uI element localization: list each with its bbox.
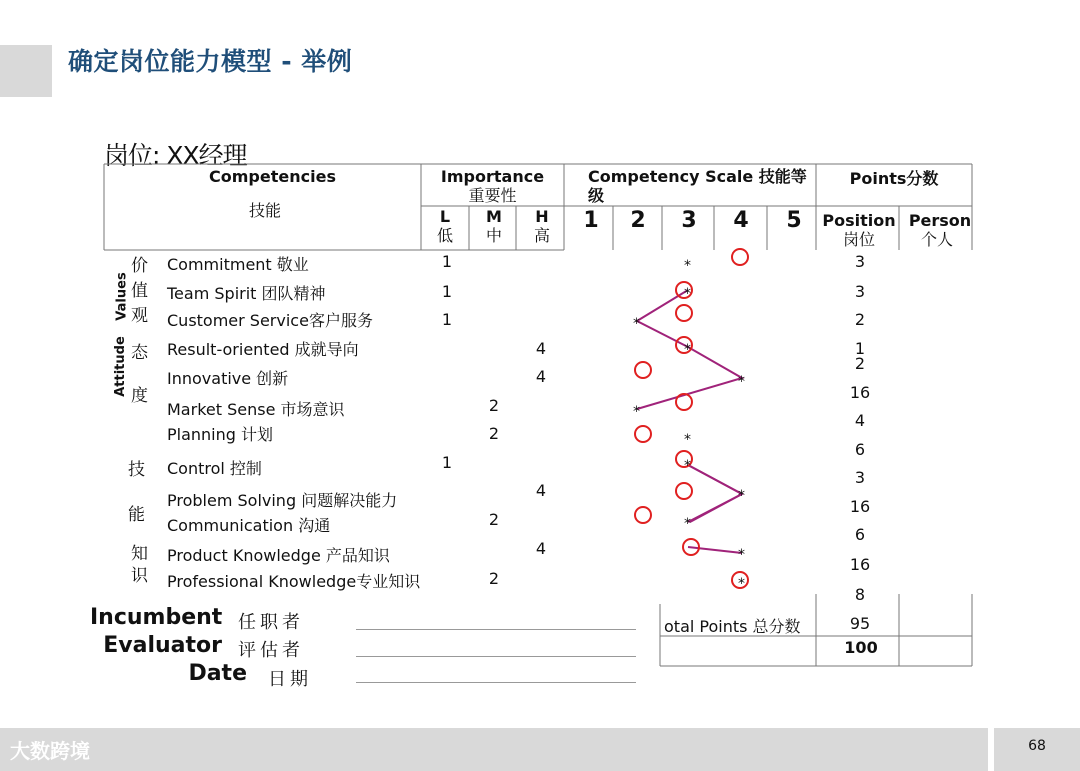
importance-value: 4: [535, 481, 547, 500]
row-name: Problem Solving 问题解决能力: [167, 491, 398, 510]
category-char: 识: [131, 566, 148, 586]
importance-header: Importance: [440, 167, 545, 186]
points-value: 3: [854, 468, 866, 487]
row-name: Planning 计划: [167, 425, 274, 444]
importance-value: 2: [488, 424, 500, 443]
importance-value: 1: [441, 282, 453, 301]
svg-text:*: *: [633, 404, 640, 420]
rating-circles: [635, 249, 748, 588]
importance-value: 1: [441, 453, 453, 472]
category-char: 态: [131, 343, 148, 363]
page-title: 确定岗位能力模型 - 举例: [68, 47, 353, 76]
position-header-cn: 岗位: [842, 230, 875, 249]
category-char: 度: [131, 386, 148, 406]
svg-text:*: *: [684, 258, 691, 274]
points-value: 3: [854, 252, 866, 271]
svg-text:*: *: [684, 342, 691, 358]
points-value: 6: [854, 440, 866, 459]
evaluator-label-cn: 评估者: [238, 640, 304, 661]
category-char: 价: [131, 256, 148, 276]
scale-header: Competency Scale 技能等: [588, 167, 807, 186]
mid-header-cn: 中: [485, 226, 502, 245]
category-char: 知: [131, 544, 148, 564]
row-name: Communication 沟通: [167, 516, 331, 535]
evaluator-label: Evaluator: [103, 633, 222, 658]
mid-header: M: [486, 207, 502, 226]
high-header: H: [535, 207, 549, 226]
importance-header-cn: 重要性: [468, 186, 517, 205]
incumbent-label-cn: 任职者: [238, 612, 304, 633]
points-value: 3: [854, 282, 866, 301]
scale-1: 1: [583, 208, 599, 233]
date-signature-line[interactable]: [356, 682, 636, 683]
evaluator-signature-line[interactable]: [356, 656, 636, 657]
importance-value: 2: [488, 396, 500, 415]
page-number: 68: [1028, 738, 1046, 754]
importance-value: 4: [535, 367, 547, 386]
points-value: 2: [854, 354, 866, 373]
svg-text:*: *: [738, 547, 745, 563]
points-value: 6: [854, 525, 866, 544]
incumbent-label: Incumbent: [90, 605, 223, 630]
row-name: Commitment 敬业: [167, 255, 309, 274]
points-value: 16: [849, 383, 871, 402]
low-header-cn: 低: [436, 226, 453, 245]
points-value: 1: [854, 339, 866, 358]
scale-4: 4: [733, 208, 749, 233]
row-name: Control 控制: [167, 459, 262, 478]
competencies-header: Competencies: [209, 167, 336, 186]
profile-lines: [637, 290, 742, 553]
svg-text:*: *: [684, 458, 691, 474]
row-name: Team Spirit 团队精神: [167, 284, 326, 303]
scale-header-cont: 级: [588, 186, 605, 205]
importance-value: 2: [488, 569, 500, 588]
points-value: 16: [849, 497, 871, 516]
row-name: Product Knowledge 产品知识: [167, 546, 390, 565]
total-points-label: otal Points 总分数: [664, 617, 801, 636]
category-char: 值: [131, 281, 148, 301]
category-char: 技: [128, 460, 145, 480]
svg-text:*: *: [684, 432, 691, 448]
incumbent-signature-line[interactable]: [356, 629, 636, 630]
position-label: 岗位: XX经理: [104, 141, 247, 170]
low-header: L: [439, 207, 451, 226]
row-name: Professional Knowledge专业知识: [167, 572, 421, 591]
values-vertical-label: Values: [114, 272, 130, 321]
importance-value: 4: [535, 539, 547, 558]
row-name: Innovative 创新: [167, 369, 289, 388]
svg-text:*: *: [738, 576, 745, 592]
svg-text:*: *: [738, 488, 745, 504]
svg-text:*: *: [633, 316, 640, 332]
row-name: Customer Service客户服务: [167, 311, 373, 330]
points-value: 4: [854, 411, 866, 430]
importance-value: 4: [535, 339, 547, 358]
scale-5: 5: [786, 208, 802, 233]
person-header: Person: [908, 211, 972, 230]
date-label: Date: [188, 661, 247, 686]
competencies-header-cn: 技能: [248, 201, 281, 220]
attitude-vertical-label: Attitude: [112, 336, 128, 397]
total-position-points: 95: [849, 614, 871, 633]
svg-text:*: *: [684, 516, 691, 532]
high-header-cn: 高: [533, 226, 550, 245]
points-header: Points分数: [849, 169, 939, 188]
scale-3: 3: [681, 208, 697, 233]
importance-value: 1: [441, 310, 453, 329]
scale-2: 2: [630, 208, 646, 233]
position-header: Position: [822, 211, 896, 230]
points-value: 16: [849, 555, 871, 574]
svg-text:*: *: [684, 286, 691, 302]
points-value: 8: [854, 585, 866, 604]
importance-value: 1: [441, 252, 453, 271]
points-value: 2: [854, 310, 866, 329]
category-char: 能: [128, 505, 145, 525]
importance-value: 2: [488, 510, 500, 529]
person-header-cn: 个人: [920, 230, 953, 249]
footer-bar: [0, 728, 988, 771]
svg-text:*: *: [738, 374, 745, 390]
row-name: Market Sense 市场意识: [167, 400, 345, 419]
max-total-points: 100: [844, 638, 878, 657]
category-char: 观: [131, 306, 148, 326]
date-label-cn: 日期: [268, 669, 312, 690]
brand-watermark: 大数跨境: [10, 739, 90, 763]
row-name: Result-oriented 成就导向: [167, 340, 359, 359]
